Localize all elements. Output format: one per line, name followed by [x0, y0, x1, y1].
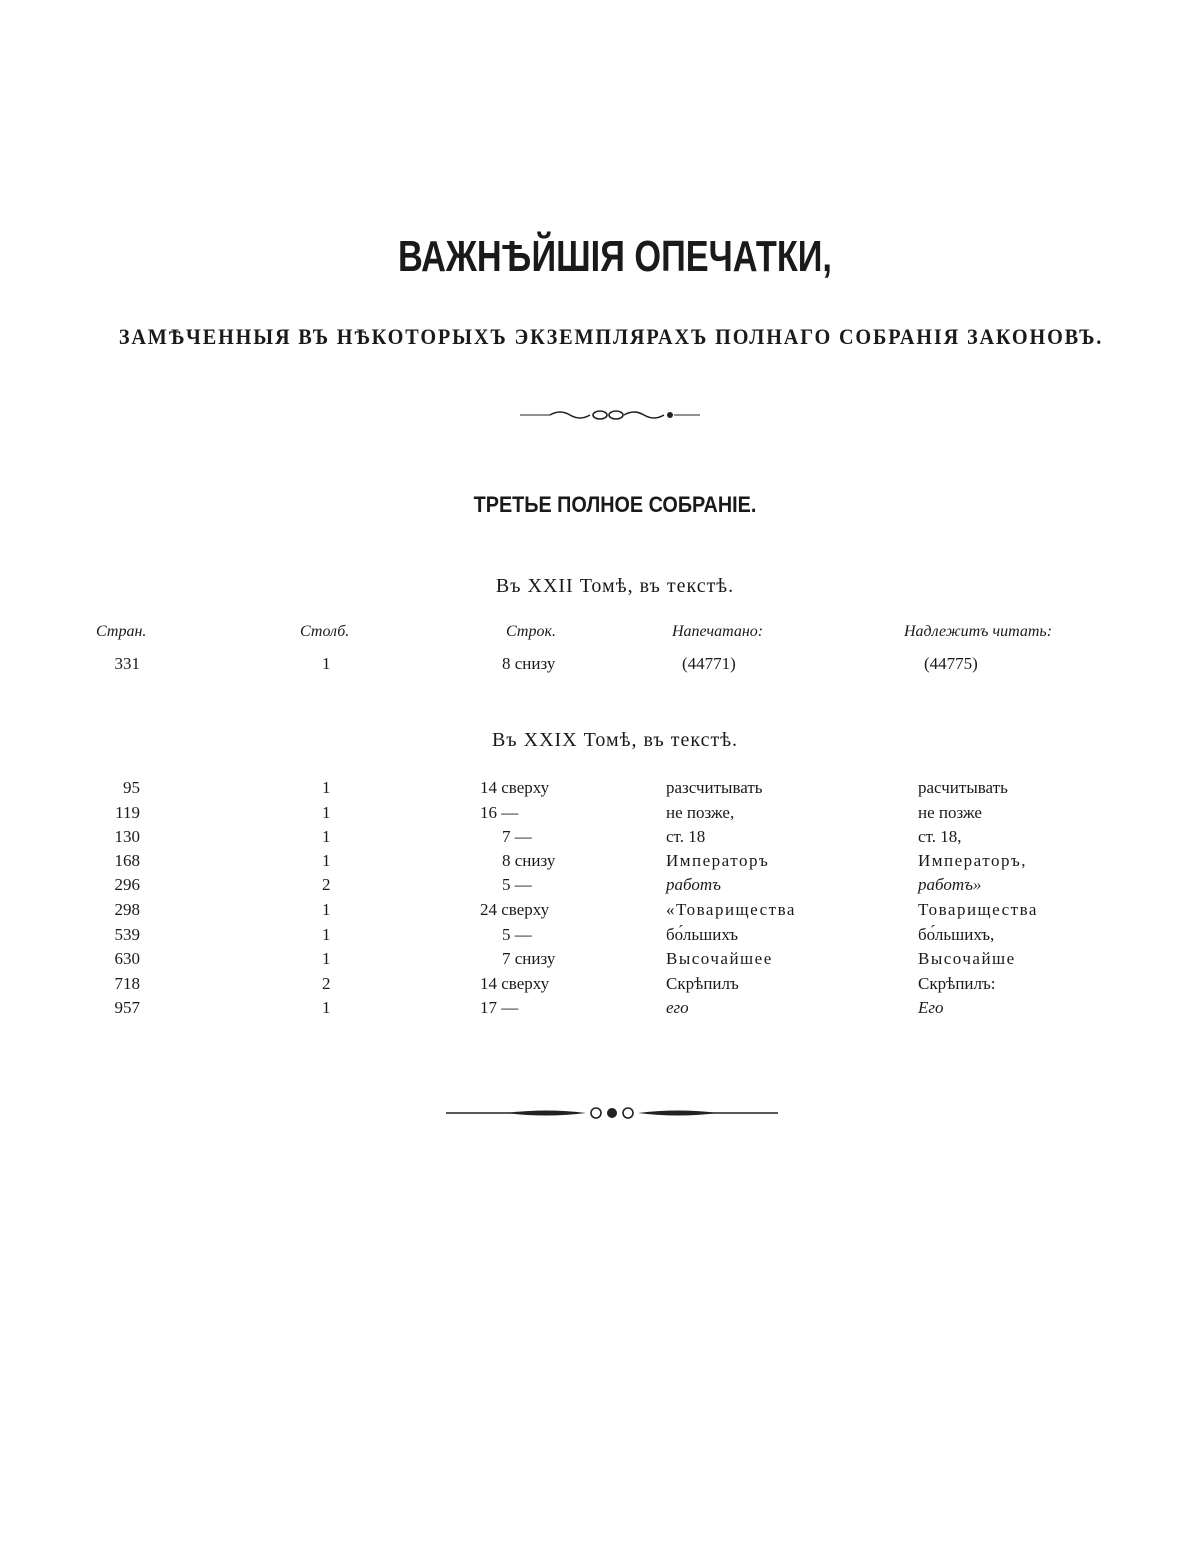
header-page: Стран.	[96, 623, 147, 640]
cell-should-read: (44775)	[924, 654, 978, 673]
header-column: Столб.	[300, 623, 350, 640]
cell-should-read: работъ»	[918, 875, 982, 894]
cell-column: 1	[322, 900, 331, 919]
cell-line: 8 снизу	[502, 851, 556, 870]
cell-column: 1	[322, 778, 331, 797]
cell-line: 7 снизу	[502, 949, 556, 968]
cell-column: 1	[322, 827, 331, 846]
cell-page: 168	[114, 851, 140, 870]
cell-line: 14 сверху	[480, 974, 550, 993]
cell-page: 630	[114, 949, 140, 968]
top-ornament-icon	[520, 404, 700, 426]
cell-should-read: Высочайше	[918, 949, 1016, 968]
cell-printed: Высочайшее	[666, 949, 773, 968]
cell-page: 119	[115, 803, 140, 822]
cell-column: 1	[322, 851, 331, 870]
cell-line: 7 —	[502, 827, 532, 846]
cell-printed: «Товарищества	[666, 900, 796, 919]
cell-should-read: Скрѣпилъ:	[918, 974, 996, 993]
bottom-ornament-icon	[446, 1102, 778, 1124]
cell-column: 2	[322, 875, 331, 894]
cell-page: 95	[123, 778, 140, 797]
cell-column: 2	[322, 974, 331, 993]
cell-printed: ст. 18	[666, 827, 706, 846]
cell-page: 957	[114, 998, 140, 1017]
cell-page: 296	[114, 875, 140, 894]
header-line: Строк.	[506, 623, 556, 640]
cell-should-read: Товарищества	[918, 900, 1038, 919]
header-printed: Напечатано:	[672, 623, 764, 640]
cell-printed: разсчитывать	[666, 778, 763, 797]
page-title: ВАЖНѢЙШІЯ ОПЕЧАТКИ,	[398, 232, 832, 281]
cell-printed: бо́льшихъ	[666, 925, 738, 944]
cell-column: 1	[322, 925, 331, 944]
cell-should-read: ст. 18,	[918, 827, 962, 846]
cell-should-read: не позже	[918, 803, 982, 822]
cell-line: 8 снизу	[502, 654, 556, 673]
cell-line: 16 —	[480, 803, 519, 822]
page-subtitle: ЗАМѢЧЕННЫЯ ВЪ НѢКОТОРЫХЪ ЭКЗЕМПЛЯРАХЪ ПОЛНАГО СОБРАНІЯ ЗАКОНОВЪ.	[118, 324, 1104, 349]
cell-should-read: бо́льшихъ,	[918, 925, 995, 944]
cell-page: 539	[114, 925, 140, 944]
cell-should-read: расчитывать	[918, 778, 1008, 797]
cell-should-read: Императоръ,	[918, 851, 1028, 870]
cell-page: 298	[114, 900, 140, 919]
cell-printed: (44771)	[682, 654, 736, 673]
cell-column: 1	[322, 654, 331, 673]
cell-should-read: Его	[918, 998, 944, 1017]
cell-printed: работъ	[666, 875, 721, 894]
cell-column: 1	[322, 949, 331, 968]
cell-printed: Императоръ	[666, 851, 770, 870]
cell-printed: Скрѣпилъ	[666, 974, 739, 993]
cell-page: 331	[114, 654, 140, 673]
volume-heading: Въ XXII Томѣ, въ текстѣ.	[495, 575, 735, 597]
cell-page: 718	[114, 974, 140, 993]
cell-printed: его	[666, 998, 689, 1017]
cell-column: 1	[322, 998, 331, 1017]
header-should-read: Надлежитъ читать:	[904, 623, 1053, 640]
cell-page: 130	[114, 827, 140, 846]
cell-line: 5 —	[502, 875, 532, 894]
volume-heading: Въ XXIX Томѣ, въ текстѣ.	[491, 729, 739, 751]
section-title: ТРЕТЬЕ ПОЛНОЕ СОБРАНІЕ.	[473, 492, 757, 517]
cell-column: 1	[322, 803, 331, 822]
cell-printed: не позже,	[666, 803, 735, 822]
cell-line: 17 —	[480, 998, 519, 1017]
cell-line: 5 —	[502, 925, 532, 944]
cell-line: 24 сверху	[480, 900, 550, 919]
cell-line: 14 сверху	[480, 778, 550, 797]
